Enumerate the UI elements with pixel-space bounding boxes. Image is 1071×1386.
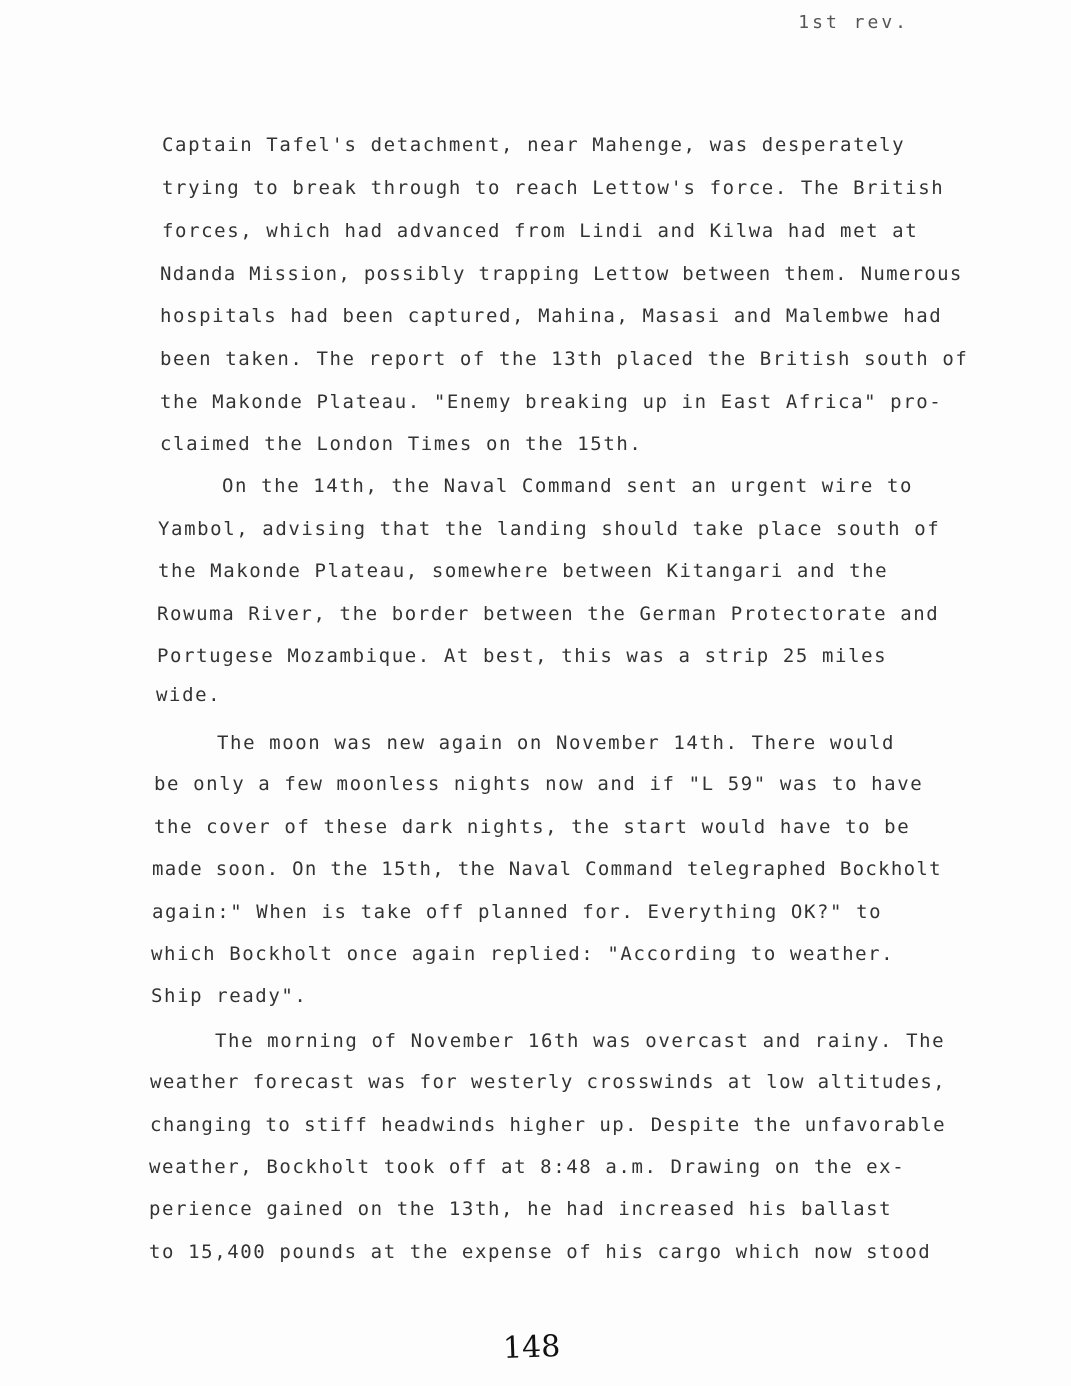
- text-line: weather, Bockholt took off at 8:48 a.m. Drawing on the ex-: [149, 1156, 906, 1178]
- text-line: made soon. On the 15th, the Naval Command telegraphed Bockholt: [152, 858, 942, 880]
- text-line: On the 14th, the Naval Command sent an urgent wire to: [222, 475, 914, 497]
- text-line: Ship ready".: [151, 985, 308, 1007]
- text-line: wide.: [156, 684, 222, 706]
- text-line: again:" When is take off planned for. Everything OK?" to: [152, 901, 883, 923]
- text-line: Captain Tafel's detachment, near Mahenge, was desperately: [162, 134, 906, 156]
- text-line: The moon was new again on November 14th. There would: [217, 732, 896, 754]
- text-line: the cover of these dark nights, the start would have to be: [154, 816, 911, 838]
- text-line: be only a few moonless nights now and if "L 59" was to have: [154, 773, 924, 795]
- text-line: Yambol, advising that the landing should take place south of: [158, 518, 941, 540]
- revision-note: 1st rev.: [798, 12, 909, 33]
- text-line: the Makonde Plateau, somewhere between Kitangari and the: [158, 560, 889, 582]
- text-line: weather forecast was for westerly crosswinds at low altitudes,: [150, 1071, 947, 1093]
- text-line: which Bockholt once again replied: "According to weather.: [151, 943, 895, 965]
- text-line: Rowuma River, the border between the German Protectorate and: [157, 603, 940, 625]
- text-line: trying to break through to reach Lettow's force. The British: [162, 177, 945, 199]
- text-line: Ndanda Mission, possibly trapping Lettow between them. Numerous: [160, 263, 963, 285]
- handwritten-page-number: 148: [502, 1329, 561, 1366]
- text-line: forces, which had advanced from Lindi and Kilwa had met at: [162, 220, 919, 242]
- text-line: Portugese Mozambique. At best, this was a strip 25 miles: [157, 645, 888, 667]
- text-line: the Makonde Plateau. "Enemy breaking up in East Africa" pro-: [160, 391, 943, 413]
- text-line: to 15,400 pounds at the expense of his cargo which now stood: [149, 1241, 932, 1263]
- text-line: perience gained on the 13th, he had increased his ballast: [149, 1198, 893, 1220]
- text-line: hospitals had been captured, Mahina, Masasi and Malembwe had: [160, 305, 943, 327]
- text-line: been taken. The report of the 13th placed the British south of: [160, 348, 969, 370]
- text-line: The morning of November 16th was overcast and rainy. The: [215, 1030, 946, 1052]
- text-line: changing to stiff headwinds higher up. Despite the unfavorable: [150, 1114, 947, 1136]
- text-line: claimed the London Times on the 15th.: [160, 433, 643, 455]
